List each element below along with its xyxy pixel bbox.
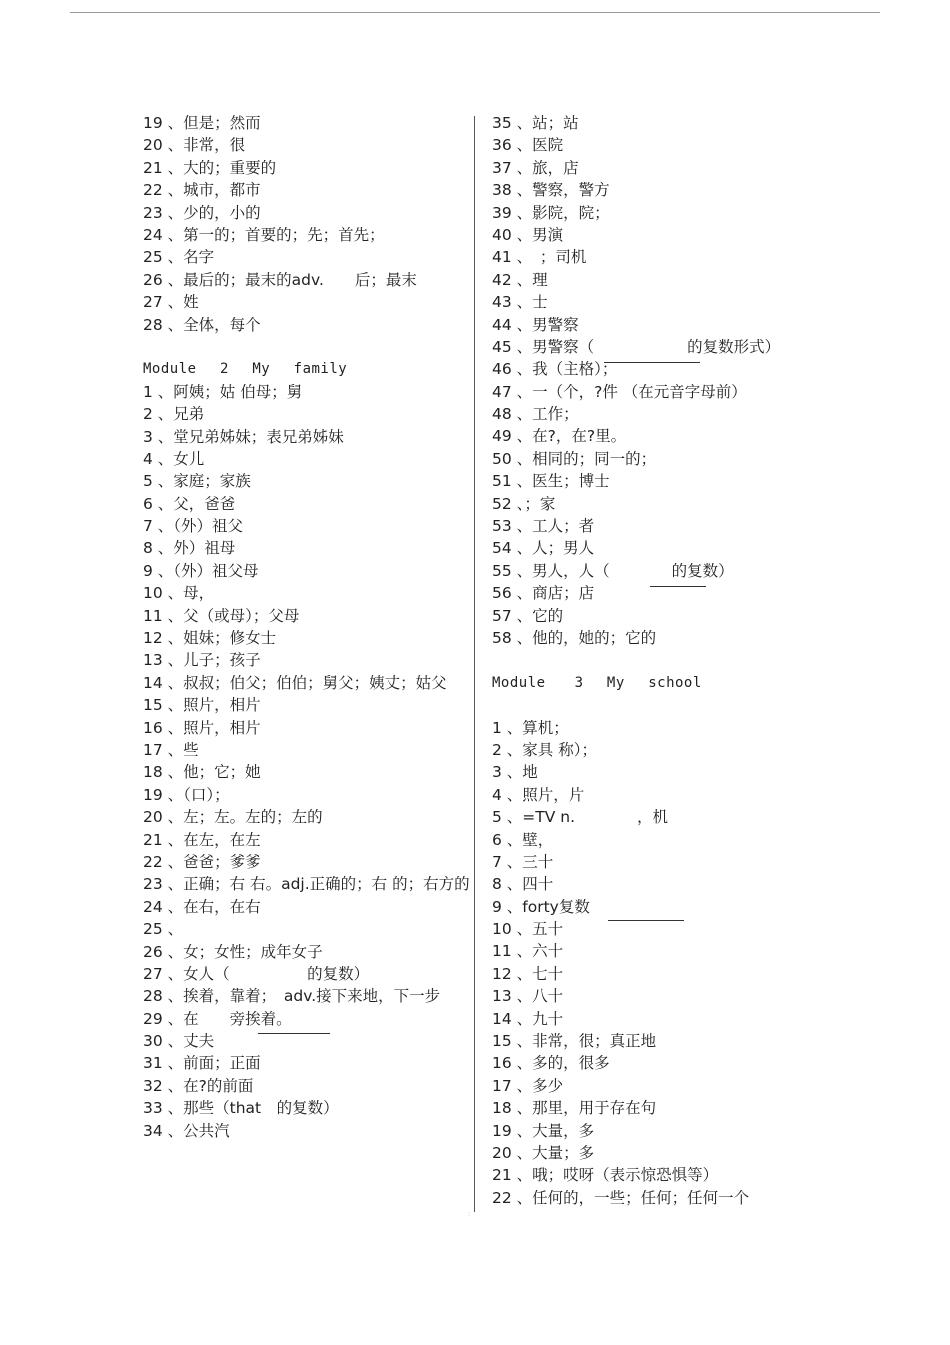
vocab-entry: 30 、丈夫 xyxy=(143,1032,215,1051)
vocab-entry: 8 、四十 xyxy=(492,875,554,894)
vocab-entry: 19 、但是；然而 xyxy=(143,114,261,132)
vocab-entry: 22 、爸爸；爹爹 xyxy=(143,852,261,871)
vocab-entry: 8 、外）祖母 xyxy=(143,539,236,558)
vocab-entry: 20 、左；左。左的；左的 xyxy=(143,808,323,827)
vocab-entry: 2 、家具 称）； xyxy=(492,740,597,759)
vocab-entry: 3 、地 xyxy=(492,763,538,782)
page-mark: : xyxy=(468,1210,471,1218)
vocab-entry: 13 、儿子；孩子 xyxy=(143,651,261,670)
vocab-entry: 11 、父（或母）；父母 xyxy=(143,606,300,625)
vocab-entry: 29 、在 旁挨着。 xyxy=(143,1009,292,1028)
vocab-entry: 42 、理 xyxy=(492,270,548,289)
vocab-entry: 20 、大量；多 xyxy=(492,1143,595,1162)
vocab-entry: 12 、姐妹；修女士 xyxy=(143,629,277,648)
vocab-entry: 1 、算机； xyxy=(492,718,569,737)
vocab-entry: 51 、医生；博士 xyxy=(492,472,610,491)
vocab-entry: 43 、士 xyxy=(492,293,548,312)
vocab-entry: 4 、照片，片 xyxy=(492,785,585,804)
vocab-entry: 10 、五十 xyxy=(492,920,564,939)
vocab-entry: 28 、挨着，靠着； adv.接下来地，下一步 xyxy=(143,987,441,1006)
vocab-entry: 14 、叔叔；伯父；伯伯；舅父；姨丈；姑父 xyxy=(143,673,447,692)
vocab-entry: 26 、女；女性；成年女子 xyxy=(143,942,323,961)
vocab-entry: 20 、非常，很 xyxy=(143,136,246,155)
vocab-entry: 50 、相同的；同一的； xyxy=(492,449,657,468)
vocab-entry: 34 、公共汽 xyxy=(143,1121,230,1140)
module-heading: Module 2 My family xyxy=(143,361,348,378)
vocab-entry: 27 、姓 xyxy=(143,293,199,312)
vocab-entry: 5 、家庭；家族 xyxy=(143,472,251,491)
vocab-entry: 58 、他的，她的；它的 xyxy=(492,628,657,647)
vocab-entry: 4 、女儿 xyxy=(143,449,205,468)
vocab-entry: 15 、照片，相片 xyxy=(143,696,261,715)
vocab-entry: 25 、 xyxy=(143,920,184,939)
vocab-entry: 12 、七十 xyxy=(492,964,564,983)
module-heading: Module 3 My school xyxy=(492,674,702,691)
vocab-entry: 1 、阿姨；姑 伯母；舅 xyxy=(143,382,303,401)
vocab-entry: 15 、非常，很；真正地 xyxy=(492,1032,657,1051)
vocab-entry: 44 、男警察 xyxy=(492,315,579,334)
blank-line xyxy=(604,362,700,363)
vocab-entry: 24 、在右，在右 xyxy=(143,897,261,916)
blank-line xyxy=(650,586,706,587)
vocab-entry: 9 、forty复数 xyxy=(492,897,590,916)
vocab-entry: 17 、些 xyxy=(143,740,199,759)
vocab-entry: 37 、旅，店 xyxy=(492,158,579,177)
vocab-entry: 53 、工人；者 xyxy=(492,517,595,536)
vocab-entry: 7 、（外）祖父 xyxy=(143,517,244,536)
vocab-entry: 24 、第一的；首要的；先；首先； xyxy=(143,225,385,244)
vocab-entry: 9 、（外）祖父母 xyxy=(143,561,259,580)
vocab-entry: 47 、一（个，?件 （在元音字母前） xyxy=(492,382,747,401)
vocab-entry: 57 、它的 xyxy=(492,606,564,625)
vocab-entry: 49 、在?，在?里。 xyxy=(492,427,627,446)
vocab-entry: 3 、堂兄弟姊妹；表兄弟姊妹 xyxy=(143,427,344,446)
vocab-entry: 18 、那里，用于存在句 xyxy=(492,1099,657,1118)
vocab-entry: 22 、任何的，一些；任何；任何一个 xyxy=(492,1188,750,1207)
blank-line-spacer xyxy=(143,336,473,358)
right-column xyxy=(492,112,812,1209)
vocab-entry: 45 、男警察（ 的复数形式） xyxy=(492,337,781,356)
vocab-entry: 27 、女人（ 的复数） xyxy=(143,964,370,983)
vocab-entry: 10 、母， xyxy=(143,584,215,603)
vocab-entry: 25 、名字 xyxy=(143,248,215,267)
vocab-entry: 35 、站；站 xyxy=(492,114,579,132)
vocab-entry: 32 、在?的前面 xyxy=(143,1076,254,1095)
vocab-entry: 46 、我（主格）； xyxy=(492,360,618,379)
vocab-entry: 7 、三十 xyxy=(492,852,554,871)
vocab-entry: 13 、八十 xyxy=(492,987,564,1006)
vocab-entry: 2 、兄弟 xyxy=(143,405,205,424)
left-column xyxy=(143,112,473,1142)
vocab-entry: 6 、壁， xyxy=(492,830,554,849)
vocab-entry: 23 、正确；右 右。adj.正确的；右 的；右方的 xyxy=(143,875,470,894)
vocab-entry: 41 、 ；司机 xyxy=(492,248,587,267)
vocab-entry: 33 、那些（that 的复数） xyxy=(143,1099,339,1118)
blank-line xyxy=(258,1033,330,1034)
vocab-entry: 55 、男人，人（ 的复数） xyxy=(492,561,734,580)
top-rule xyxy=(70,12,880,13)
blank-line-spacer xyxy=(492,649,812,671)
vocab-entry: 56 、商店；店 xyxy=(492,584,595,603)
vocab-entry: 21 、大的；重要的 xyxy=(143,158,277,177)
blank-line xyxy=(608,920,684,921)
vocab-entry: 36 、医院 xyxy=(492,136,564,155)
vocab-entry: 21 、哦；哎呀（表示惊恐惧等） xyxy=(492,1166,719,1185)
vocab-entry: 16 、照片，相片 xyxy=(143,718,261,737)
vocab-entry: 31 、前面；正面 xyxy=(143,1054,261,1073)
vocab-entry: 19 、大量，多 xyxy=(492,1121,595,1140)
vocab-entry: 5 、=TV n. ，机 xyxy=(492,808,669,827)
column-divider xyxy=(474,116,475,1212)
vocab-entry: 54 、人；男人 xyxy=(492,539,595,558)
vocab-entry: 21 、在左，在左 xyxy=(143,830,261,849)
vocab-entry: 26 、最后的；最末的adv. 后；最末 xyxy=(143,270,417,289)
vocab-entry: 18 、他；它；她 xyxy=(143,763,261,782)
vocab-entry: 48 、工作； xyxy=(492,405,579,424)
vocab-entry: 52 、；家 xyxy=(492,494,556,513)
vocab-entry: 38 、警察，警方 xyxy=(492,181,610,200)
vocab-entry: 6 、父，爸爸 xyxy=(143,494,236,513)
vocab-entry: 22 、城市，都市 xyxy=(143,181,261,200)
blank-line-spacer xyxy=(492,694,812,716)
vocab-entry: 16 、多的，很多 xyxy=(492,1054,610,1073)
vocab-entry: 39 、影院，院； xyxy=(492,203,610,222)
vocab-entry: 28 、全体，每个 xyxy=(143,315,261,334)
vocab-entry: 40 、男演 xyxy=(492,225,564,244)
vocab-entry: 23 、少的，小的 xyxy=(143,203,261,222)
vocab-entry: 14 、九十 xyxy=(492,1009,564,1028)
vocab-entry: 11 、六十 xyxy=(492,942,564,961)
vocab-entry: 17 、多少 xyxy=(492,1076,564,1095)
vocab-entry: 19 、（口）； xyxy=(143,785,230,804)
